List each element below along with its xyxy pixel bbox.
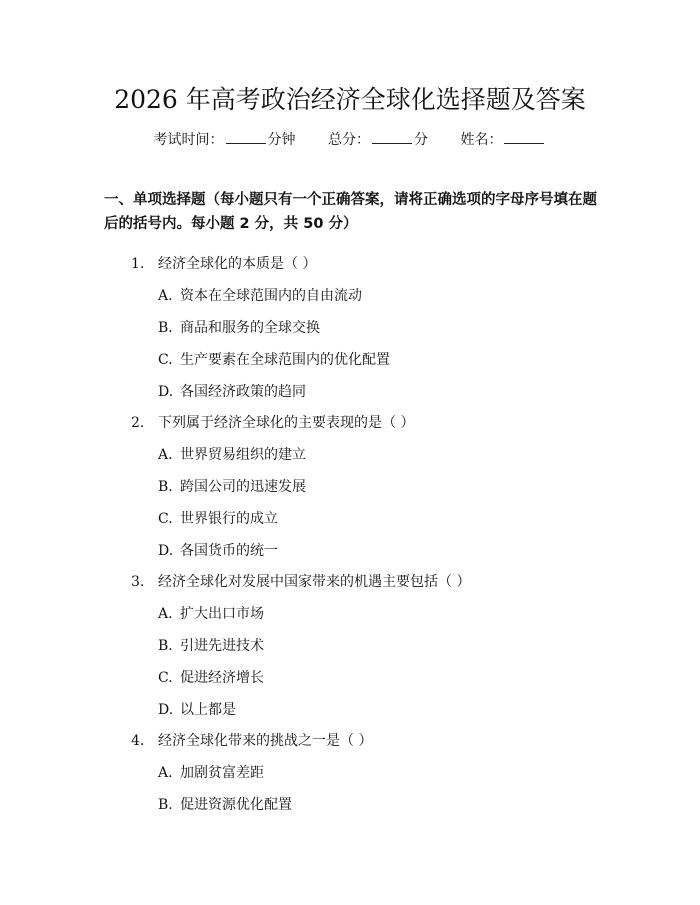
exam-time-blank	[226, 129, 266, 144]
option-text: 以上都是	[180, 702, 236, 718]
total-score-unit: 分	[414, 132, 428, 148]
option-letter: D.	[158, 702, 174, 718]
option-letter: B.	[158, 797, 173, 813]
option-text: 促进经济增长	[180, 670, 264, 686]
exam-meta	[0, 126, 700, 154]
page-title: 2026 年高考政治经济全球化选择题及答案	[114, 85, 586, 114]
option-text: 扩大出口市场	[180, 606, 264, 622]
question-number: 4.	[131, 733, 145, 749]
option-item	[158, 507, 278, 531]
question-item	[131, 570, 470, 594]
name-blank	[504, 129, 544, 144]
question-stem: 下列属于经济全球化的主要表现的是（ ）	[158, 415, 415, 431]
option-text: 世界银行的成立	[180, 511, 278, 527]
option-item	[158, 539, 278, 563]
option-text: 商品和服务的全球交换	[180, 320, 320, 336]
option-letter: B.	[158, 320, 173, 336]
question-number: 3.	[131, 574, 145, 590]
option-item	[158, 761, 264, 785]
total-score-label: 总分：	[328, 132, 370, 148]
exam-time-label: 考试时间：	[153, 132, 224, 148]
option-text: 引进先进技术	[180, 638, 264, 654]
option-item	[158, 666, 264, 690]
total-score-field	[328, 126, 428, 154]
option-text: 资本在全球范围内的自由流动	[180, 288, 362, 304]
option-letter: A.	[158, 606, 173, 622]
option-letter: D.	[158, 543, 174, 559]
exam-time-unit: 分钟	[267, 132, 296, 148]
option-text: 各国货币的统一	[180, 543, 278, 559]
question-number: 1.	[131, 256, 145, 272]
option-item	[158, 284, 362, 308]
section-heading: 一、单项选择题（每小题只有一个正确答案，请将正确选项的字母序号填在题后的括号内。每小题 2 分，共 50 分）	[104, 192, 597, 232]
option-text: 生产要素在全球范围内的优化配置	[180, 352, 390, 368]
option-letter: A.	[158, 765, 173, 781]
option-item	[158, 348, 390, 372]
total-score-blank	[372, 129, 412, 144]
name-field	[460, 126, 546, 154]
exam-time-field	[154, 126, 296, 154]
option-text: 加剧贫富差距	[180, 765, 264, 781]
question-item	[131, 411, 414, 435]
option-letter: B.	[158, 479, 173, 495]
question-stem: 经济全球化对发展中国家带来的机遇主要包括（ ）	[158, 574, 471, 590]
option-text: 跨国公司的迅速发展	[180, 479, 306, 495]
option-item	[158, 316, 320, 340]
question-item	[131, 729, 372, 753]
question-item	[131, 252, 316, 276]
option-item	[158, 602, 264, 626]
option-letter: C.	[158, 670, 173, 686]
question-number: 2.	[131, 415, 145, 431]
question-stem: 经济全球化的本质是（ ）	[158, 256, 317, 272]
option-letter: B.	[158, 638, 173, 654]
option-item	[158, 634, 264, 658]
option-letter: A.	[158, 288, 173, 304]
option-item	[158, 793, 292, 817]
option-item	[158, 475, 306, 499]
option-letter: D.	[158, 384, 174, 400]
option-item	[158, 380, 306, 404]
option-text: 各国经济政策的趋同	[180, 384, 306, 400]
option-item	[158, 698, 236, 722]
question-stem: 经济全球化带来的挑战之一是（ ）	[158, 733, 373, 749]
option-letter: A.	[158, 447, 173, 463]
name-label: 姓名：	[460, 132, 503, 148]
option-letter: C.	[158, 511, 173, 527]
option-text: 世界贸易组织的建立	[180, 447, 306, 463]
option-text: 促进资源优化配置	[180, 797, 292, 813]
option-item	[158, 443, 306, 467]
option-letter: C.	[158, 352, 173, 368]
